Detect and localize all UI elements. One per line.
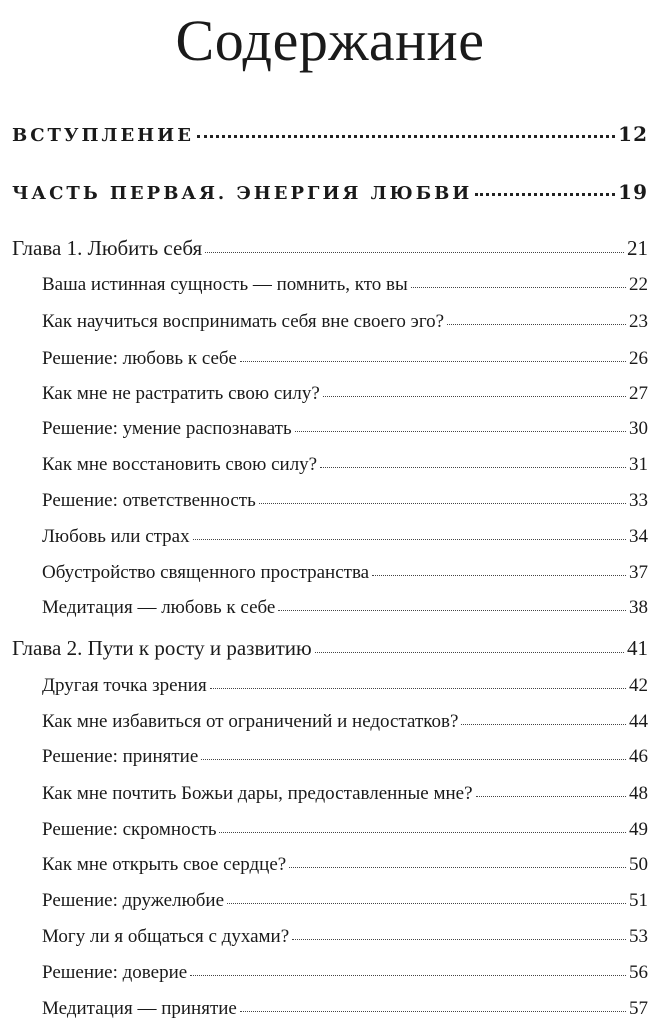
toc-entry-page: 26 — [629, 348, 648, 369]
toc-entry-page: 27 — [629, 383, 648, 404]
dot-leader — [227, 887, 626, 906]
toc-entry-label: Решение: доверие — [42, 962, 188, 983]
dot-leader — [240, 345, 626, 364]
toc-entry-label: Как мне избавиться от ограничений и недостатков? — [42, 711, 459, 732]
toc-entry-page: 51 — [629, 890, 648, 911]
toc-section[interactable] — [42, 851, 648, 876]
dot-leader — [476, 780, 626, 799]
toc-entry-label: Как мне почтить Божьи дары, предоставленные мне? — [42, 783, 473, 804]
toc-section[interactable] — [42, 345, 648, 370]
dot-leader — [259, 487, 626, 506]
toc-entry-page: 23 — [629, 311, 648, 332]
toc-entry-page: 37 — [629, 562, 648, 583]
toc-entry-page: 53 — [629, 926, 648, 947]
toc-entry-page: 44 — [629, 711, 648, 732]
toc-entry-page: 22 — [629, 274, 648, 295]
dot-leader — [461, 708, 626, 727]
toc-entry-page: 33 — [629, 490, 648, 511]
toc-entry-page: 12 — [618, 122, 648, 146]
toc-entry-label: Ваша истинная сущность — помнить, кто вы — [42, 274, 408, 295]
toc-section[interactable] — [42, 743, 648, 768]
toc-entry-label: Могу ли я общаться с духами? — [42, 926, 290, 947]
toc-section[interactable] — [42, 559, 648, 584]
dot-leader — [205, 234, 624, 255]
toc-entry-label: Как мне открыть свое сердце? — [42, 854, 287, 875]
dot-leader — [240, 995, 626, 1014]
toc-section[interactable] — [42, 271, 648, 296]
dot-leader — [292, 923, 626, 942]
toc-entry-page: 49 — [629, 819, 648, 840]
toc-entry-page: 50 — [629, 854, 648, 875]
dot-leader — [201, 743, 626, 762]
dot-leader — [475, 181, 615, 199]
toc-entry-label: Медитация — любовь к себе — [42, 597, 276, 618]
toc-entry-label: Решение: скромность — [42, 819, 217, 840]
toc-section[interactable] — [42, 380, 648, 405]
toc-section[interactable] — [42, 451, 648, 476]
toc-entry-page: 30 — [629, 418, 648, 439]
toc-entry-label: Как научиться воспринимать себя вне своего эго? — [42, 311, 445, 332]
toc-chapter-2[interactable] — [12, 634, 648, 661]
toc-entry-label: Как мне восстановить свою силу? — [42, 454, 318, 475]
toc-section[interactable] — [42, 308, 648, 333]
dot-leader — [411, 271, 626, 290]
dot-leader — [295, 415, 626, 434]
toc-entry-page: 31 — [629, 454, 648, 475]
dot-leader — [320, 451, 626, 470]
toc-entry-label: Глава 2. Пути к росту и развитию — [12, 636, 312, 660]
toc-entry-label: Решение: принятие — [42, 746, 199, 767]
toc-section[interactable] — [42, 780, 648, 805]
dot-leader — [219, 816, 626, 835]
toc-entry-label: Решение: дружелюбие — [42, 890, 225, 911]
toc-section[interactable] — [42, 708, 648, 733]
dot-leader — [193, 523, 626, 542]
toc-section[interactable] — [42, 959, 648, 984]
dot-leader — [197, 123, 615, 141]
dot-leader — [190, 959, 626, 978]
dot-leader — [447, 308, 626, 327]
toc-entry-page: 56 — [629, 962, 648, 983]
toc-entry-page: 48 — [629, 783, 648, 804]
dot-leader — [315, 634, 624, 655]
toc-entry-page: 21 — [627, 236, 648, 260]
dot-leader — [210, 672, 626, 691]
toc-section[interactable] — [42, 594, 648, 619]
toc-section[interactable] — [42, 923, 648, 948]
toc-section[interactable] — [42, 672, 648, 697]
dot-leader — [323, 380, 626, 399]
toc-section[interactable] — [42, 816, 648, 841]
toc-section[interactable] — [42, 887, 648, 912]
toc-entry-page: 38 — [629, 597, 648, 618]
toc-section[interactable] — [42, 487, 648, 512]
toc-entry-label: Любовь или страх — [42, 526, 190, 547]
dot-leader — [372, 559, 626, 578]
toc-entry-page: 19 — [618, 180, 648, 204]
toc-entry-label: Как мне не растратить свою силу? — [42, 383, 320, 404]
toc-part-introduction[interactable] — [12, 122, 648, 146]
page-title: Содержание — [175, 8, 485, 73]
toc-entry-page: 46 — [629, 746, 648, 767]
toc-entry-page: 41 — [627, 636, 648, 660]
dot-leader — [278, 594, 626, 613]
toc-entry-label: ВСТУПЛЕНИЕ — [12, 125, 194, 146]
toc-entry-label: Решение: умение распознавать — [42, 418, 292, 439]
toc-entry-page: 42 — [629, 675, 648, 696]
toc-part-one[interactable] — [12, 180, 648, 204]
toc-entry-page: 34 — [629, 526, 648, 547]
toc-entry-label: Медитация — принятие — [42, 998, 237, 1019]
dot-leader — [289, 851, 626, 870]
toc-entry-label: ЧАСТЬ ПЕРВАЯ. ЭНЕРГИЯ ЛЮБВИ — [12, 183, 473, 204]
toc-entry-label: Глава 1. Любить себя — [12, 236, 203, 260]
toc-section[interactable] — [42, 523, 648, 548]
toc-entry-label: Обустройство священного пространства — [42, 562, 370, 583]
toc-entry-label: Решение: любовь к себе — [42, 348, 237, 369]
toc-entry-page: 57 — [629, 998, 648, 1019]
toc-entry-label: Другая точка зрения — [42, 675, 207, 696]
toc-chapter-1[interactable] — [12, 234, 648, 261]
toc-entry-label: Решение: ответственность — [42, 490, 256, 511]
toc-section[interactable] — [42, 415, 648, 440]
toc-section[interactable] — [42, 995, 648, 1020]
